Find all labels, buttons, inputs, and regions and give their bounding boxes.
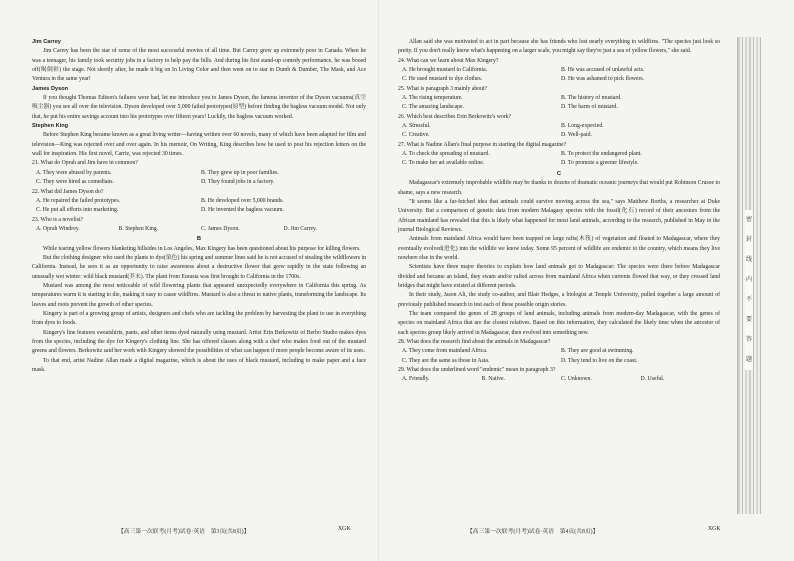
option: B. The history of mustard. — [561, 95, 622, 102]
passage-b-paragraph: While tearing yellow flowers blanketing hillsides in Los Angeles, Max Kingery has been questioned about his purpose for killing flowers. — [43, 245, 361, 252]
option: C. They were hired as comedians. — [36, 179, 114, 186]
option: A. Stressful. — [402, 123, 431, 130]
option: D. He was ashamed to pick flowers. — [561, 76, 645, 83]
strip-char: 内 — [745, 276, 752, 283]
question-22-options — [32, 197, 366, 216]
option: D. To promote a greener lifestyle. — [561, 160, 639, 167]
option: A. Oprah Windrey. — [36, 225, 80, 232]
option: A. He brought mustard to California. — [402, 67, 488, 74]
heading-jim-carrey: Jim Carrey — [32, 39, 61, 45]
option: D. Jim Carrey. — [283, 225, 317, 232]
passage-c-paragraph: "It seems like a far-fetched idea that animals could survive moving across the sea," says Matthew Borths, a researcher at Duke University. But a comparison of genetic data from modern Malagasy species with the fossil(化石) record of their ancestors from the African mainland has revealed that this is likely what happened for most land animals, according to the research, published in May in the journal Biological Reviews. — [398, 198, 720, 233]
question-27-options — [398, 150, 720, 169]
right-page-column — [398, 38, 720, 385]
passage-c-paragraph: In their study, Jason Ali, the study co-author, and Blair Hedges, a biologist at Temple University, pulled together a large amount of previously published research to test each of these possible origin stories. — [398, 292, 720, 308]
question-23-options — [32, 225, 366, 234]
option: A. They were abused by parents. — [36, 169, 112, 176]
question-26-options — [398, 122, 720, 141]
question-24: 24. What can we learn about Max Kingery? — [398, 57, 499, 64]
option: C. They are the same as those in Asia. — [402, 357, 490, 364]
strip-char: 密 — [745, 216, 752, 223]
question-24-options — [398, 66, 720, 85]
option: B. They are good at swimming. — [561, 348, 634, 355]
passage-c-paragraph: The team compared the genes of 28 groups of land animals, including animals from modern-day Madagascar, with the genes of species on mainland Africa that are the closest relatives. Based on this information, they calculated the likely time when the ancestor of each species group likely arrived in Madagascar, then evolved into something new. — [398, 310, 720, 336]
question-28: 28. What does the research find about the animals in Madagascar? — [398, 339, 551, 345]
option: A. Friendly. — [402, 376, 430, 383]
page-fold — [378, 0, 379, 561]
strip-char: 线 — [745, 256, 752, 263]
option: A. To check the spreading of mustard. — [402, 151, 490, 158]
question-27: 27. What is Nadine Allan's final purpose in starting the digital magazine? — [398, 141, 567, 148]
heading-stephen-king: Stephen King — [32, 123, 69, 130]
left-page-footer: 【高三第一次联考(月考)试卷·英语 第3页(共8页)】 — [118, 529, 250, 535]
option: B. To protect the endangered plant. — [561, 151, 642, 158]
option: C. The amazing landscape. — [402, 104, 465, 111]
strip-char: 不 — [745, 296, 752, 303]
strip-char: 封 — [745, 236, 752, 243]
option: C. Creative. — [402, 132, 430, 139]
paragraph-stephen-king: Before Stephen King became known as a great living writer—having written over 60 novels, many of which have been adapted for film and television—King was rejected over and over again. In his memoir, On Writing, King describes how he used to post his rejection letters on the wall for inspiration. His first novel, Carrie, was rejected 30 times. — [32, 132, 366, 158]
passage-b-paragraph: To that end, artist Nadine Allan made a digital magazine, which is about the uses of black mustard, including to make paper and a face mask. — [32, 357, 366, 374]
passage-b-paragraph: But the clothing designer who used the plants to dye(染色) his spring and summer lines said he is not accused of stealing the wildflowers in California. Instead, he sees it as an opportunity to raise awareness about a destructive flower that grew rapidly in the state following an unusually wet winter: wild black mustard(芥末). The plant from Eurasia was first brought to California in the 1700s. — [32, 254, 366, 280]
option: A. The rising temperature. — [402, 95, 463, 102]
passage-b-paragraph: Kingery is part of a growing group of artists, designers and chefs who are tackling the problem by harvesting the plant to use in everything from dyes to foods. — [32, 310, 366, 327]
passage-c-paragraph: Madagascar's extremely improbable wildlife may be thanks to dozens of dramatic oceanic journeys that would put Robinson Crusoe to shame, says a new research. — [398, 180, 720, 196]
right-page-code: XGK — [708, 526, 721, 532]
passage-b-paragraph: Kingery's line features sweatshirts, pants, and other items dyed naturally using mustard. Artist Erin Berkowitz of Berbo Studio makes dyes from the species, including the dye for Kingery's clothing line. She has offered classes along with a chef who makes food out of the mustard greens and flowers. Berkowitz said her work with Kingery showed the possibilities of what can happen if more people become aware of its uses. — [32, 329, 366, 355]
passage-c-paragraph: Animals from mainland Africa would have been trapped on large rafts(木筏) of vegetation and floated to Madagascar, where they eventually evolved(进化) into the wildlife we know today. Some 95 percent of wildlife are endemic to the country, which means they live nowhere else in the world. — [398, 236, 720, 261]
option: D. Well-paid. — [561, 132, 592, 139]
option: C. He put all efforts into marketing. — [36, 207, 119, 214]
binding-strip-text — [745, 210, 753, 370]
option: D. The harm of mustard. — [561, 104, 618, 111]
option: C. To make her art available online. — [402, 160, 485, 167]
question-29: 29. What does the underlined word "endemic" mean in paragraph 3? — [398, 367, 556, 374]
paragraph-jim-carrey: Jim Carrey has been the star of some of the most successful movies of all time. But Carrey grew up extremely poor in Canada. When he was a teenager, his family took security jobs in a factory to help pay the bills. And during his first stand-up comedy performance, he was booed off(喝倒彩) the stage. Not shortly after, he made it big on In Living Color and then went on to star in Dumb & Dumber, The Mask, and Ace Ventura in the same year! — [32, 48, 366, 83]
question-25: 25. What is paragraph 3 mainly about? — [398, 85, 488, 92]
question-21-options — [32, 169, 366, 188]
option: B. He developed over 5,000 brands. — [201, 197, 284, 204]
left-page-code: XGK — [338, 526, 351, 532]
option: A. They come from mainland Africa. — [402, 348, 488, 355]
question-23: 23. Who is a novelist? — [32, 216, 84, 223]
option: A. He repaired the failed prototypes. — [36, 197, 121, 204]
option: B. He was accused of unlawful acts. — [561, 67, 645, 74]
option: B. They grew up in poor families. — [201, 169, 279, 176]
paragraph-james-dyson: If you thought Thomas Edison's failures were bad, let me introduce you to James Dyson, the famous inventor of the Dyson vacuums(真空吸尘器) you see all over the television. Dyson developed over 5,000 failed prototypes(原型) before finding the bagless vacuum model. Not only that, he put his entire savings account into his prototypes over fifteen years! Luckily, the bagless vacuum worked. — [32, 95, 366, 120]
option: D. Useful. — [640, 376, 665, 383]
question-21: 21. What do Oprah and Jim have in common? — [32, 160, 138, 167]
question-26: 26. Which best describes Erin Berkowitz's work? — [398, 113, 512, 120]
option: C. James Dyson. — [201, 225, 240, 232]
heading-james-dyson: James Dyson — [32, 85, 69, 92]
section-b-label: B — [196, 236, 202, 243]
option: C. Unknown. — [561, 376, 592, 383]
section-c-label: C — [556, 170, 562, 177]
question-29-options — [398, 375, 720, 384]
question-28-options — [398, 347, 720, 366]
option: C. He used mustard to dye clothes. — [402, 76, 483, 83]
passage-b-paragraph: Allan said she was motivated to act in part because she has friends who lost nearly everything to wildfires. "The species just look so pretty. If you don't really know what's happening on a larger scale, you might say they're just a sea of yellow flowers," she said. — [398, 39, 720, 55]
strip-char: 题 — [745, 356, 752, 363]
option: D. They found jobs in a factory. — [201, 179, 275, 186]
question-22: 22. What did James Dyson do? — [32, 188, 104, 195]
passage-b-paragraph: Mustard was among the most noticeable of wild flowering plants that appeared unexpectedly everywhere in California this spring. As temperatures warm it is starting to die, making it easy to cause wildfires. Mustard is also a threat to native plants, transforming the landscape. Its leaves and roots prevent the growth of other species. — [32, 282, 366, 308]
option: B. Native. — [481, 376, 505, 383]
right-page-footer: 【高三第一次联考(月考)试卷·英语 第4页(共8页)】 — [467, 529, 599, 535]
left-page-column — [32, 38, 366, 375]
option: B. Long-expected. — [561, 123, 604, 130]
option: B. Stephen King. — [118, 225, 159, 232]
strip-char: 要 — [745, 316, 752, 323]
option: D. They tend to live on the coast. — [561, 357, 638, 364]
question-25-options — [398, 94, 720, 113]
option: D. He invented the bagless vacuum. — [201, 207, 284, 214]
strip-char: 答 — [745, 336, 752, 343]
passage-c-paragraph: Scientists have three major theories to explain how land animals got to Madagascar: The species were there before Madagascar divided and became an island, they swam and/or rafted across from mainland Africa when currents flowed that way, or they crossed land bridges that might have existed at different periods. — [398, 264, 720, 289]
